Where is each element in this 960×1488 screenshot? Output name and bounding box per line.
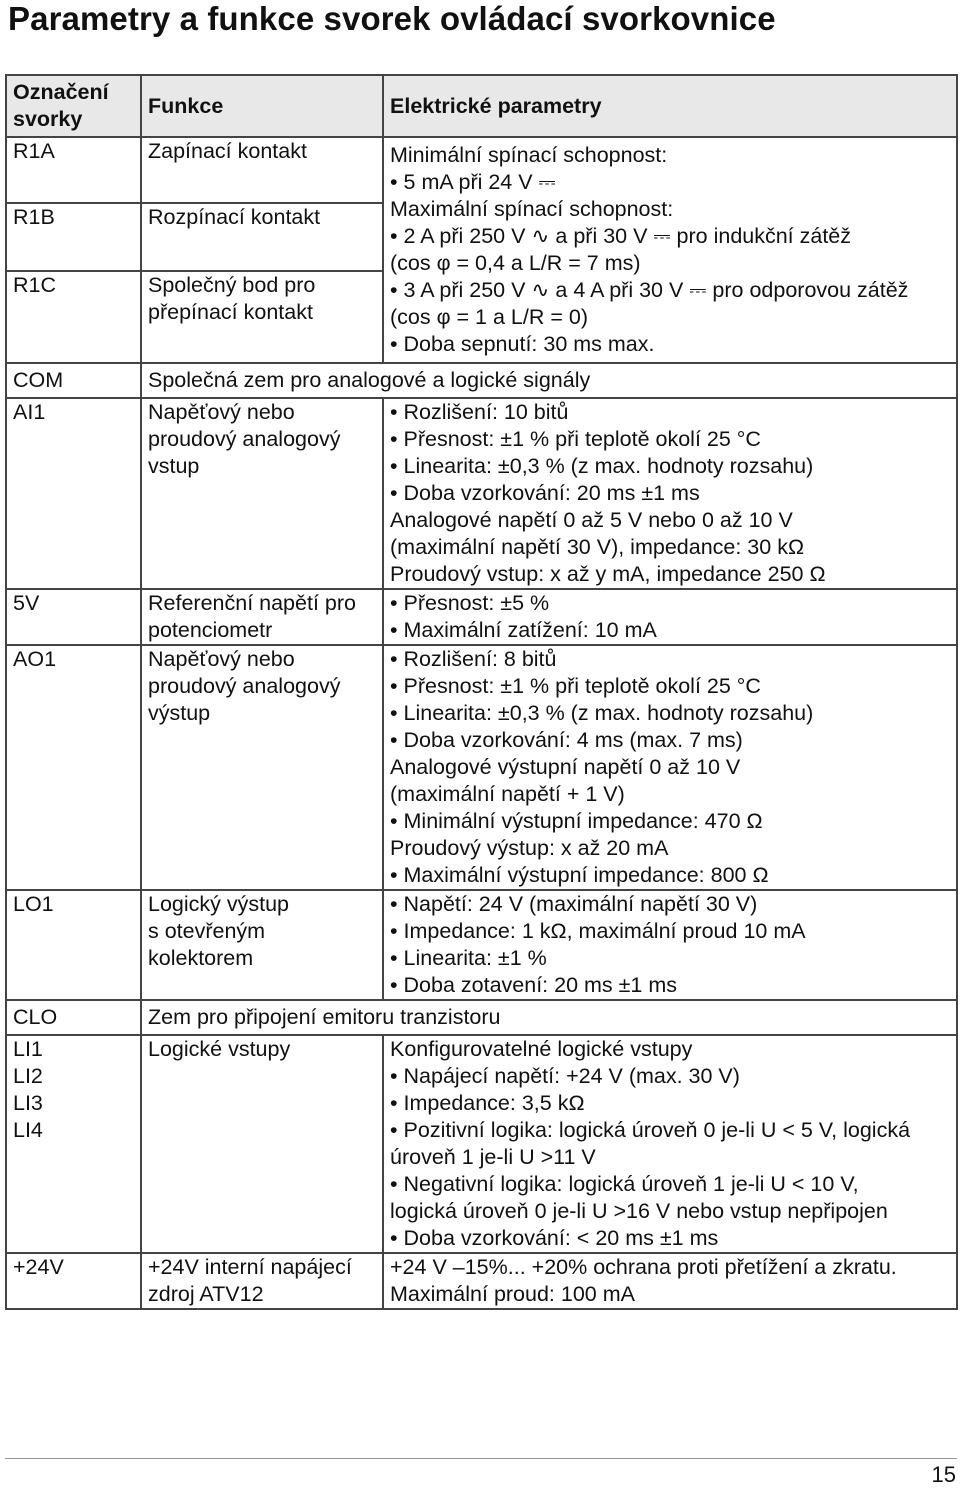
table-row-ai1 — [6, 398, 957, 589]
param-line: Maximální proud: 100 mA — [390, 1282, 635, 1306]
param-line: (cos φ = 0,4 a L/R = 7 ms) — [390, 251, 641, 275]
param-line: • Maximální výstupní impedance: 800 Ω — [390, 862, 952, 889]
param-line: • 3 A při 250 V ∿ a 4 A při 30 V ⎓ pro odporovou zátěž — [390, 277, 952, 304]
param-line: • 5 mA při 24 V ⎓ — [390, 169, 952, 196]
table-header-row — [6, 75, 957, 137]
func-line: Napěťový nebo — [148, 400, 295, 424]
terminal-parameters-table — [5, 74, 958, 1310]
param-line: úroveň 1 je-li U >11 V — [390, 1145, 596, 1169]
param-line: • Linearita: ±0,3 % (z max. hodnoty rozsahu) — [390, 700, 952, 727]
param-line: (cos φ = 1 a L/R = 0) — [390, 305, 588, 329]
func-clo: Zem pro připojení emitoru tranzistoru — [141, 1000, 957, 1035]
param-line: (maximální napětí + 1 V) — [390, 782, 625, 806]
param-line: • Přesnost: ±1 % při teplotě okolí 25 °C — [390, 426, 952, 453]
param-line: • Doba sepnutí: 30 ms max. — [390, 331, 952, 358]
term-lo1: LO1 — [6, 890, 141, 1000]
func-24v — [141, 1253, 383, 1309]
footer-rule — [5, 1458, 957, 1459]
param-line: Analogové výstupní napětí 0 až 10 V — [390, 755, 741, 779]
param-line: • Rozlišení: 10 bitů — [390, 399, 952, 426]
params-lo1 — [383, 890, 957, 1000]
param-line: (maximální napětí 30 V), impedance: 30 kΩ — [390, 535, 805, 559]
table-row-24v — [6, 1253, 957, 1309]
term-com: COM — [6, 363, 141, 398]
term-r1a: R1A — [6, 137, 141, 203]
page-number: 15 — [931, 1462, 956, 1487]
param-line: • Napájecí napětí: +24 V (max. 30 V) — [390, 1063, 952, 1090]
header-function: Funkce — [141, 75, 383, 137]
param-line: • Maximální zatížení: 10 mA — [390, 617, 952, 644]
func-r1b: Rozpínací kontakt — [141, 203, 383, 271]
param-line: Konfigurovatelné logické vstupy — [390, 1037, 693, 1061]
func-line: výstup — [148, 701, 211, 725]
param-line: +24 V –15%... +20% ochrana proti přetížení a zkratu. — [390, 1255, 897, 1279]
func-line: přepínací kontakt — [148, 300, 313, 324]
term-line: LI4 — [13, 1118, 43, 1142]
func-line: proudový analogový — [148, 427, 341, 451]
term-ai1: AI1 — [6, 398, 141, 589]
func-li: Logické vstupy — [141, 1035, 383, 1253]
page-title: Parametry a funkce svorek ovládací svorkovnice — [8, 0, 776, 37]
param-line: • Doba vzorkování: 20 ms ±1 ms — [390, 480, 952, 507]
params-relay — [383, 137, 957, 363]
table-row-r1a — [6, 137, 957, 203]
param-line: Proudový výstup: x až 20 mA — [390, 836, 669, 860]
param-line: • Přesnost: ±1 % při teplotě okolí 25 °C — [390, 673, 952, 700]
func-line: Napěťový nebo — [148, 647, 295, 671]
func-line: s otevřeným — [148, 919, 266, 943]
func-line: proudový analogový — [148, 674, 341, 698]
header-terminal-label: Označení svorky — [13, 80, 109, 131]
params-24v — [383, 1253, 957, 1309]
param-line: • Linearita: ±0,3 % (z max. hodnoty rozsahu) — [390, 453, 952, 480]
term-ao1: AO1 — [6, 645, 141, 890]
func-line: Logický výstup — [148, 892, 290, 916]
param-line: Analogové napětí 0 až 5 V nebo 0 až 10 V — [390, 508, 793, 532]
term-line: LI3 — [13, 1091, 43, 1115]
header-terminal — [6, 75, 141, 137]
func-line: kolektorem — [148, 946, 254, 970]
term-5v: 5V — [6, 589, 141, 645]
func-line: Společný bod pro — [148, 273, 316, 297]
func-5v — [141, 589, 383, 645]
term-line: LI2 — [13, 1064, 43, 1088]
func-r1c — [141, 271, 383, 363]
table-row-li — [6, 1035, 957, 1253]
param-line: • Doba vzorkování: < 20 ms ±1 ms — [390, 1225, 952, 1252]
func-line: potenciometr — [148, 618, 273, 642]
func-line: +24V interní napájecí — [148, 1255, 352, 1279]
param-line: • Impedance: 3,5 kΩ — [390, 1090, 952, 1117]
term-r1b: R1B — [6, 203, 141, 271]
term-line: LI1 — [13, 1037, 43, 1061]
table-row-com — [6, 363, 957, 398]
term-24v: +24V — [6, 1253, 141, 1309]
params-5v — [383, 589, 957, 645]
func-line: vstup — [148, 454, 200, 478]
param-line: Minimální spínací schopnost: — [390, 143, 668, 167]
table-row-lo1 — [6, 890, 957, 1000]
params-ao1 — [383, 645, 957, 890]
func-com: Společná zem pro analogové a logické signály — [141, 363, 957, 398]
func-line: Referenční napětí pro — [148, 591, 356, 615]
param-line: • Napětí: 24 V (maximální napětí 30 V) — [390, 891, 952, 918]
param-line: • Linearita: ±1 % — [390, 945, 952, 972]
param-line: • Pozitivní logika: logická úroveň 0 je-li U < 5 V, logická — [390, 1117, 952, 1144]
param-line: • Doba zotavení: 20 ms ±1 ms — [390, 972, 952, 999]
func-ai1 — [141, 398, 383, 589]
header-electrical: Elektrické parametry — [383, 75, 957, 137]
table-row-5v — [6, 589, 957, 645]
func-ao1 — [141, 645, 383, 890]
term-clo: CLO — [6, 1000, 141, 1035]
table-row-ao1 — [6, 645, 957, 890]
param-line: logická úroveň 0 je-li U >16 V nebo vstup nepřipojen — [390, 1199, 888, 1223]
param-line: Proudový vstup: x až y mA, impedance 250 Ω — [390, 562, 826, 586]
param-line: • Impedance: 1 kΩ, maximální proud 10 mA — [390, 918, 952, 945]
func-lo1 — [141, 890, 383, 1000]
term-li — [6, 1035, 141, 1253]
param-line: • Přesnost: ±5 % — [390, 590, 952, 617]
param-line: • 2 A při 250 V ∿ a při 30 V ⎓ pro indukční zátěž — [390, 223, 952, 250]
param-line: • Negativní logika: logická úroveň 1 je-li U < 10 V, — [390, 1171, 952, 1198]
func-line: zdroj ATV12 — [148, 1282, 264, 1306]
params-ai1 — [383, 398, 957, 589]
params-li — [383, 1035, 957, 1253]
table-row-clo — [6, 1000, 957, 1035]
term-r1c: R1C — [6, 271, 141, 363]
param-line: • Rozlišení: 8 bitů — [390, 646, 952, 673]
param-line: • Doba vzorkování: 4 ms (max. 7 ms) — [390, 727, 952, 754]
param-line: Maximální spínací schopnost: — [390, 197, 674, 221]
param-line: • Minimální výstupní impedance: 470 Ω — [390, 808, 952, 835]
func-r1a: Zapínací kontakt — [141, 137, 383, 203]
